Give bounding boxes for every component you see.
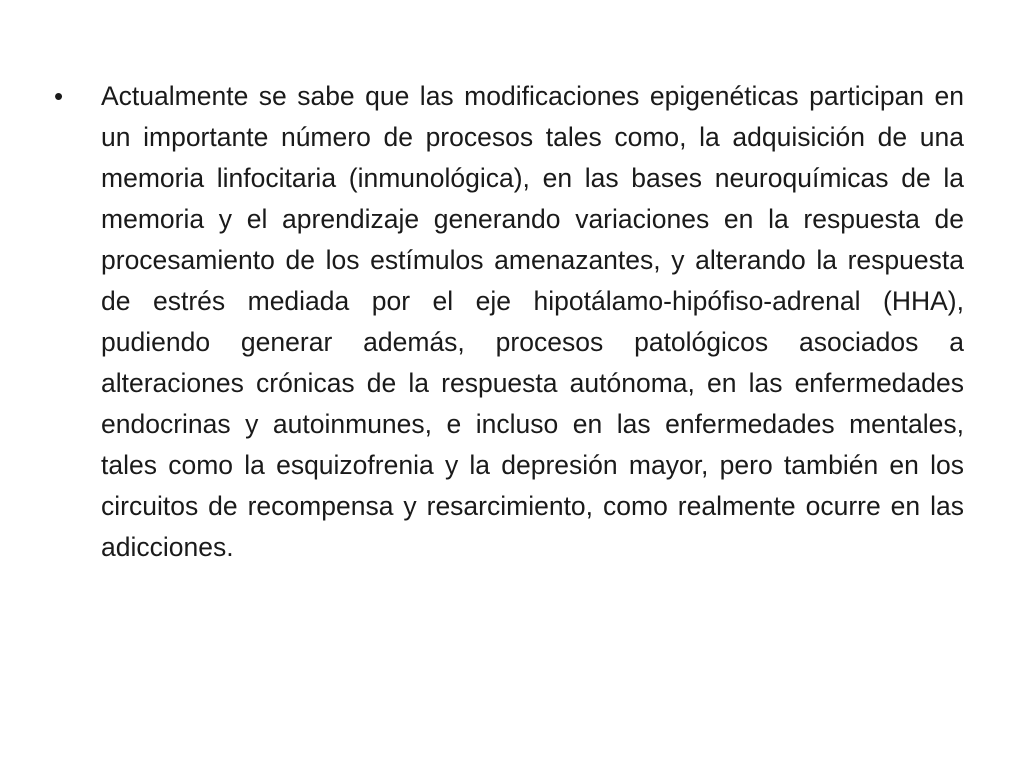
bullet-icon: • <box>54 81 64 111</box>
bullet-item <box>54 76 964 568</box>
bullet-paragraph: Actualmente se sabe que las modificaciones epigenéticas participan en un importante número de procesos tales como, la adquisición de una memoria linfocitaria (inmunológica), en las bases neuroquímicas de la memoria y el aprendizaje generando variaciones en la respuesta de procesamiento de los estímulos amenazantes, y alterando la respuesta de estrés mediada por el eje hipotálamo-hipófiso-adrenal (HHA), pudiendo generar además, procesos patológicos asociados a alteraciones crónicas de la respuesta autónoma, en las enfermedades endocrinas y autoinmunes, e incluso en las enfermedades mentales, tales como la esquizofrenia y la depresión mayor, pero también en los circuitos de recompensa y resarcimiento, como realmente ocurre en las adicciones. <box>101 81 964 562</box>
